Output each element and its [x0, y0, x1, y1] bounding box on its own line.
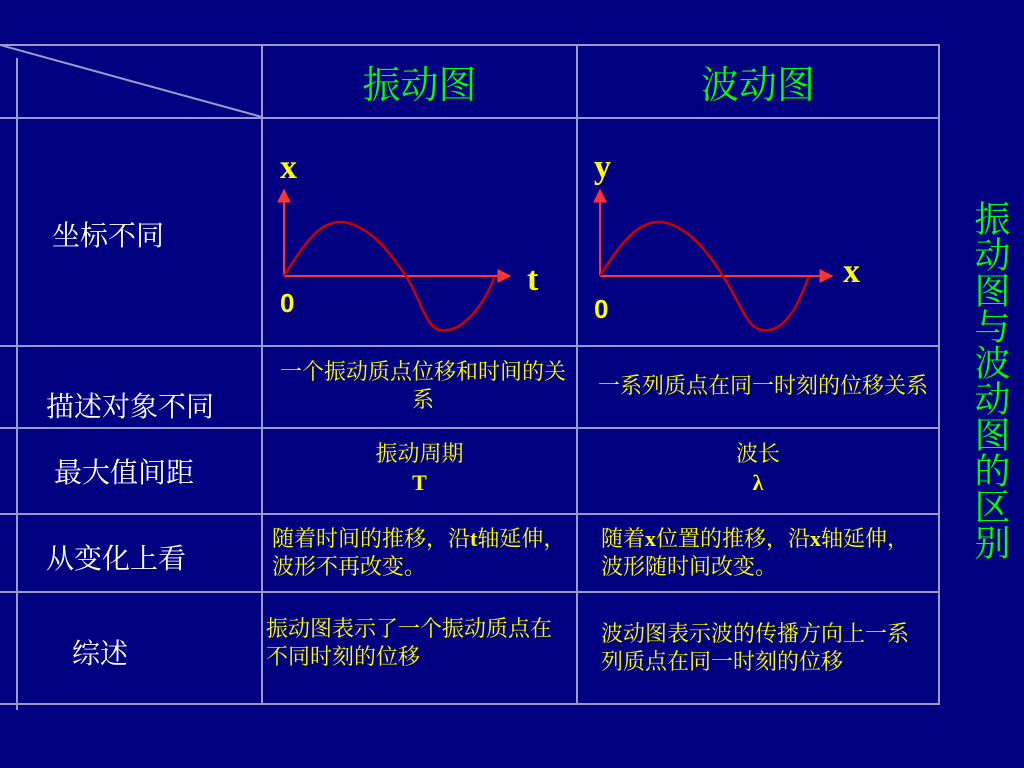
wave-object-text: [598, 352, 928, 422]
row-label-max-distance: 最大值间距: [54, 456, 195, 489]
vibration-period-cell: [263, 432, 576, 506]
row-label-object: 描述对象不同: [46, 390, 215, 423]
row-label-coordinates: 坐标不同: [52, 219, 165, 252]
header-vibration-graph: 振动图: [362, 63, 477, 107]
wavelength-symbol: λ: [752, 470, 764, 495]
wave-summary-text: [601, 597, 923, 701]
row-label-summary: 综述: [72, 637, 129, 670]
wave-summary-desc: 波动图表示波的传播方向上一系列质点在同一时刻的位移: [601, 622, 910, 675]
header-wave-graph: 波动图: [700, 63, 815, 107]
row-label-change: 从变化上看: [46, 542, 187, 575]
vibration-x-label: t: [527, 261, 539, 298]
wavelength-text: 波长: [735, 442, 780, 467]
vibration-object-desc: 一个振动质点位移和时间的关系: [279, 360, 566, 413]
wave-origin-label: 0: [594, 294, 609, 324]
wave-change-desc: 随着x位置的推移，沿x轴延伸，波形随时间改变。: [601, 525, 910, 580]
wave-object-desc: 一系列质点在同一时刻的位移关系: [598, 374, 929, 399]
vibration-y-label: x: [280, 149, 297, 186]
wave-x-label: x: [843, 253, 860, 290]
vibration-period-text: 振动周期: [375, 442, 464, 467]
wave-change-text: [601, 518, 919, 588]
vibration-summary-desc: 振动图表示了一个振动质点在不同时刻的位移: [266, 617, 553, 670]
vibration-change-desc: 随着时间的推移，沿t轴延伸，波形不再改变。: [272, 525, 566, 580]
vibration-change-text: [272, 518, 572, 588]
wave-y-label: y: [594, 149, 611, 186]
vibration-origin-label: 0: [280, 288, 295, 318]
vibration-period-symbol: T: [412, 470, 427, 495]
side-title: 振动图与波动图的区别: [969, 200, 1010, 560]
vibration-summary-text: [266, 606, 558, 682]
wavelength-cell: [578, 432, 938, 506]
vibration-object-text: [275, 352, 571, 422]
